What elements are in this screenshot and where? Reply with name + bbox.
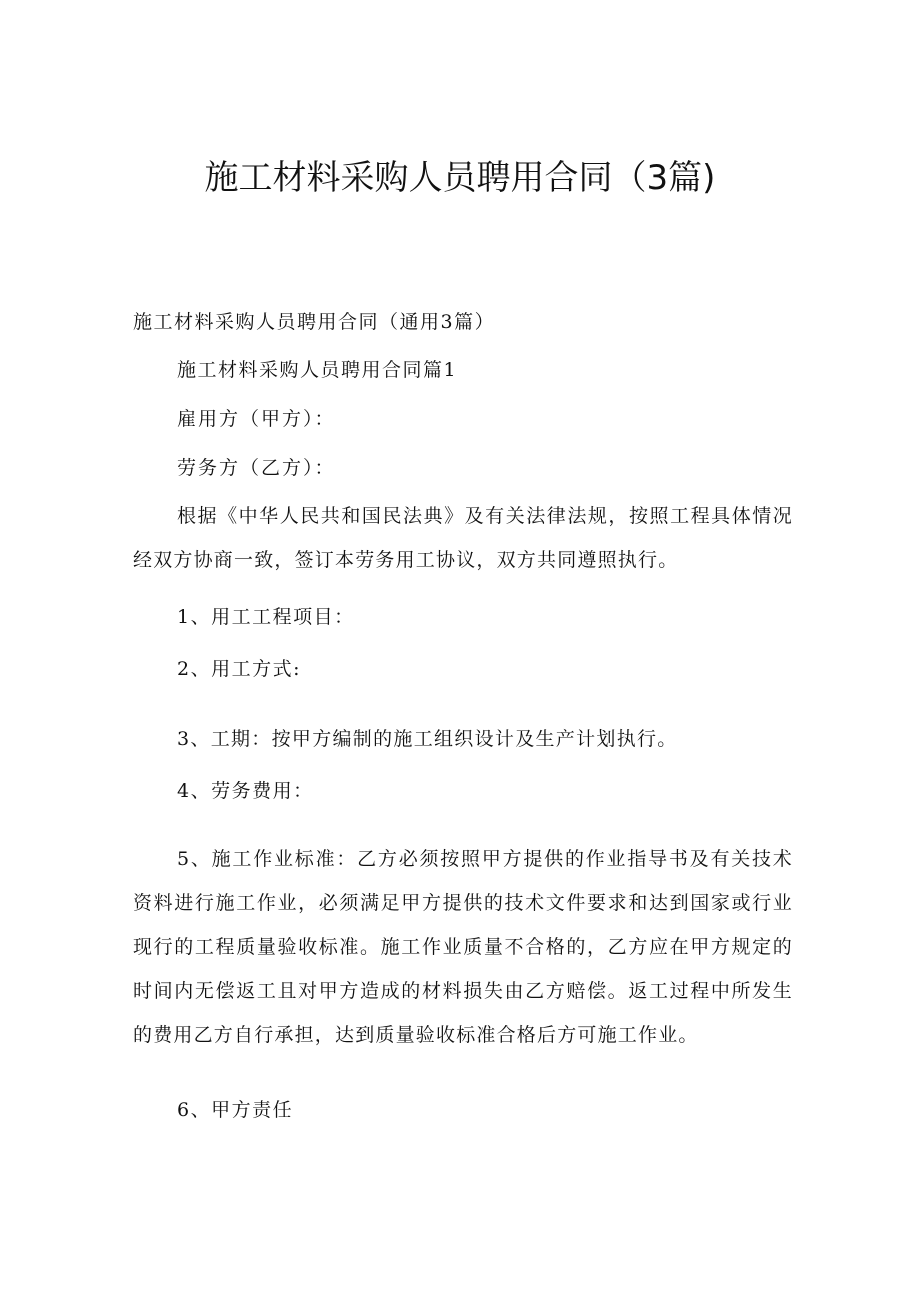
clause-6: 6、甲方责任 bbox=[177, 1099, 294, 1121]
clause-5: 5、施工作业标准：乙方必须按照甲方提供的作业指导书及有关技术资料进行施工作业，必须满足甲方提供的技术文件要求和达到国家或行业现行的工程质量验收标准。施工作业质量不合格的，乙方应在甲方规定的时间内无偿返工且对甲方造成的材料损失由乙方赔偿。返工过程中所发生的费用乙方自行承担，达到质量验收标准合格后方可施工作业。 bbox=[133, 848, 793, 1046]
clause-3: 3、工期：按甲方编制的施工组织设计及生产计划执行。 bbox=[177, 728, 678, 750]
clause-1: 1、用工工程项目： bbox=[177, 606, 355, 628]
clause-4: 4、劳务费用： bbox=[177, 780, 314, 802]
document-title: 施工材料采购人员聘用合同（3篇) bbox=[204, 158, 716, 198]
clause-2: 2、用工方式: bbox=[177, 658, 301, 680]
document-subtitle: 施工材料采购人员聘用合同（通用3篇） bbox=[133, 311, 496, 333]
laborer-line: 劳务方（乙方）： bbox=[177, 457, 336, 479]
intro-paragraph: 根据《中华人民共和国民法典》及有关法律法规，按照工程具体情况经双方协商一致，签订本劳务用工协议，双方共同遵照执行。 bbox=[133, 505, 793, 571]
section-heading: 施工材料采购人员聘用合同篇1 bbox=[177, 359, 458, 381]
employer-line: 雇用方（甲方）： bbox=[177, 408, 336, 430]
